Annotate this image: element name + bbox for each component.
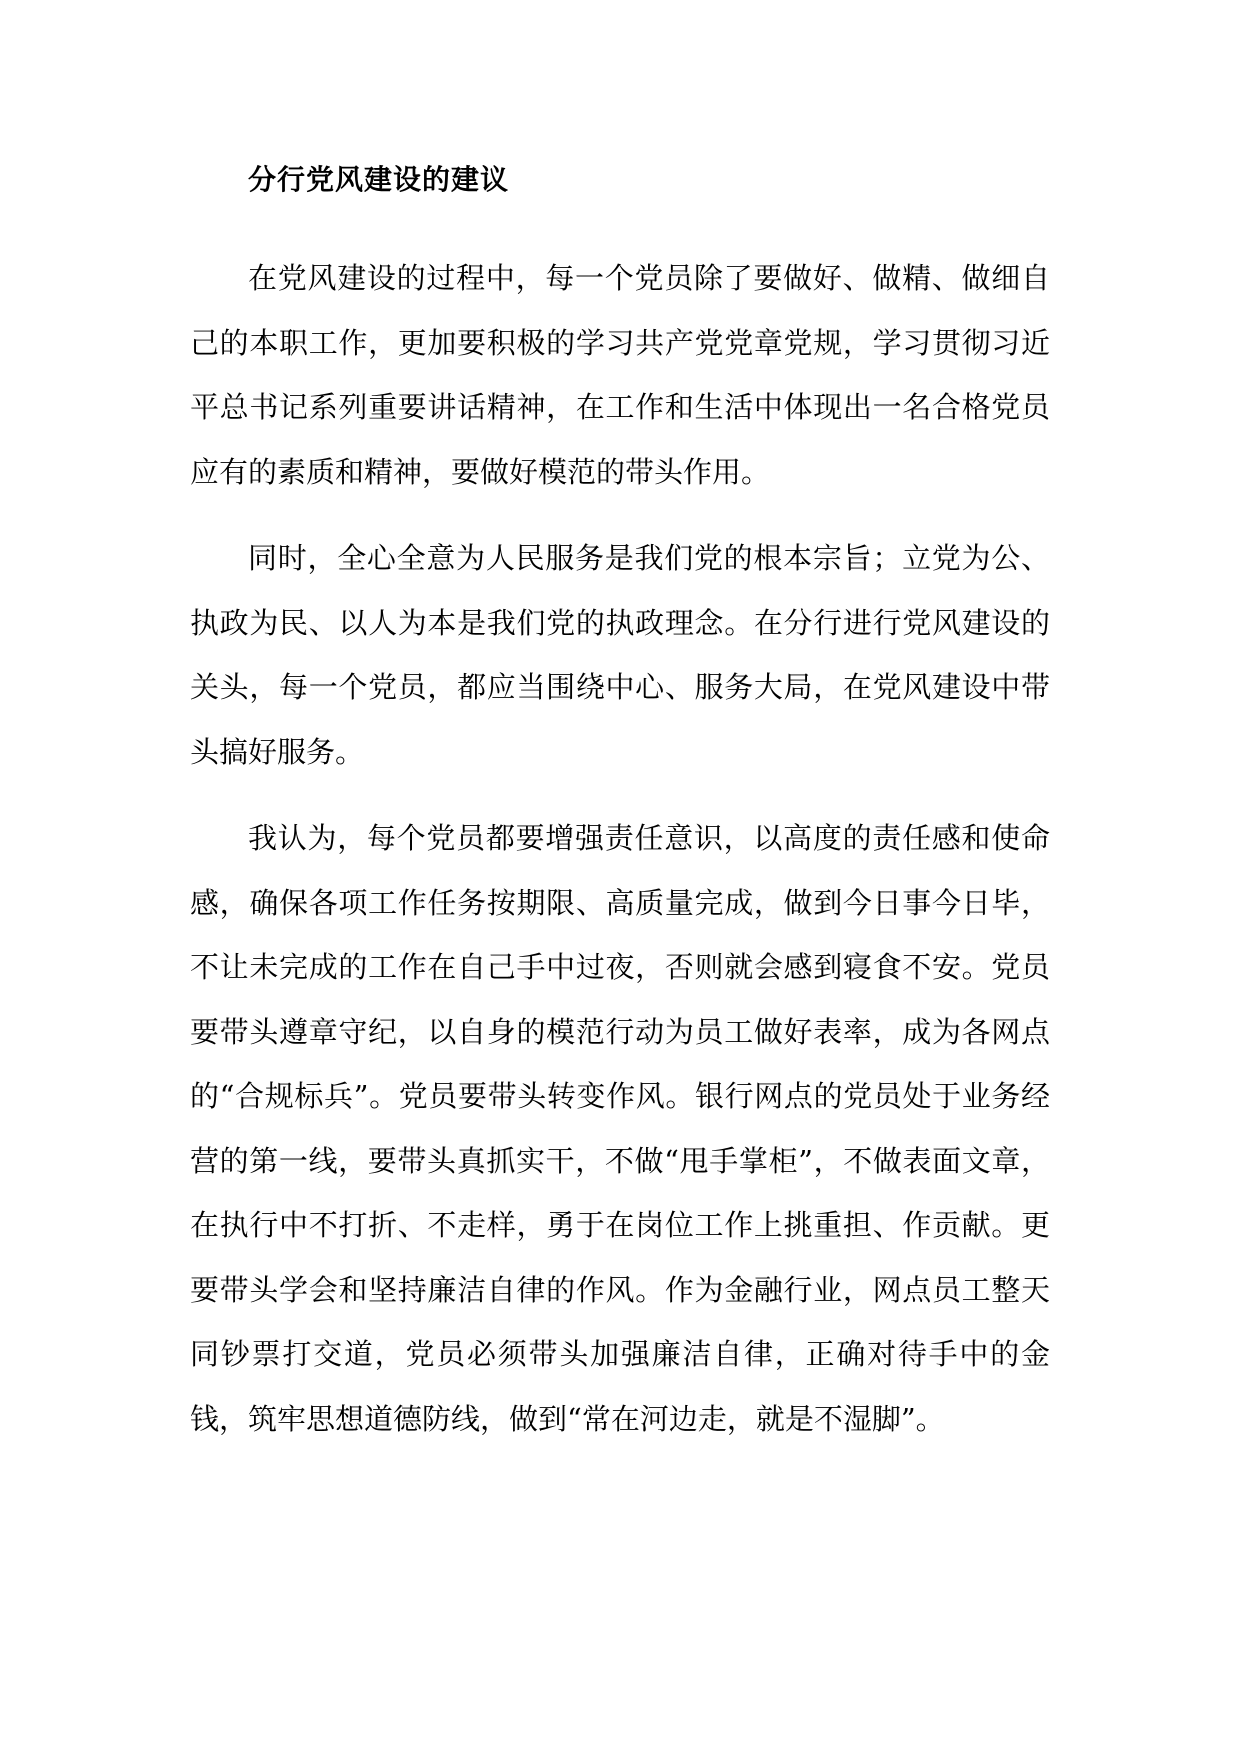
document-title: 分行党风建设的建议: [248, 163, 510, 196]
document-body: [190, 246, 1050, 1473]
paragraph-3: 我认为，每个党员都要增强责任意识，以高度的责任感和使命感，确保各项工作任务按期限、高质量完成，做到今日事今日毕，不让未完成的工作在自己手中过夜，否则就会感到寝食不安。党员要带头遵章守纪，以自身的模范行动为员工做好表率，成为各网点的“合规标兵”。党员要带头转变作风。银行网点的党员处于业务经营的第一线，要带头真抓实干，不做“甩手掌柜”，不做表面文章，在执行中不打折、不走样，勇于在岗位工作上挑重担、作贡献。更要带头学会和坚持廉洁自律的作风。作为金融行业，网点员工整天同钞票打交道，党员必须带头加强廉洁自律，正确对待手中的金钱，筑牢思想道德防线，做到“常在河边走，就是不湿脚”。: [190, 821, 1050, 1436]
paragraph-1: 在党风建设的过程中，每一个党员除了要做好、做精、做细自己的本职工作，更加要积极的学习共产党党章党规，学习贯彻习近平总书记系列重要讲话精神，在工作和生活中体现出一名合格党员应有的素质和精神，要做好模范的带头作用。: [190, 261, 1050, 489]
paragraph-2: 同时，全心全意为人民服务是我们党的根本宗旨；立党为公、执政为民、以人为本是我们党的执政理念。在分行进行党风建设的关头，每一个党员，都应当围绕中心、服务大局，在党风建设中带头搞好服务。: [190, 541, 1050, 769]
